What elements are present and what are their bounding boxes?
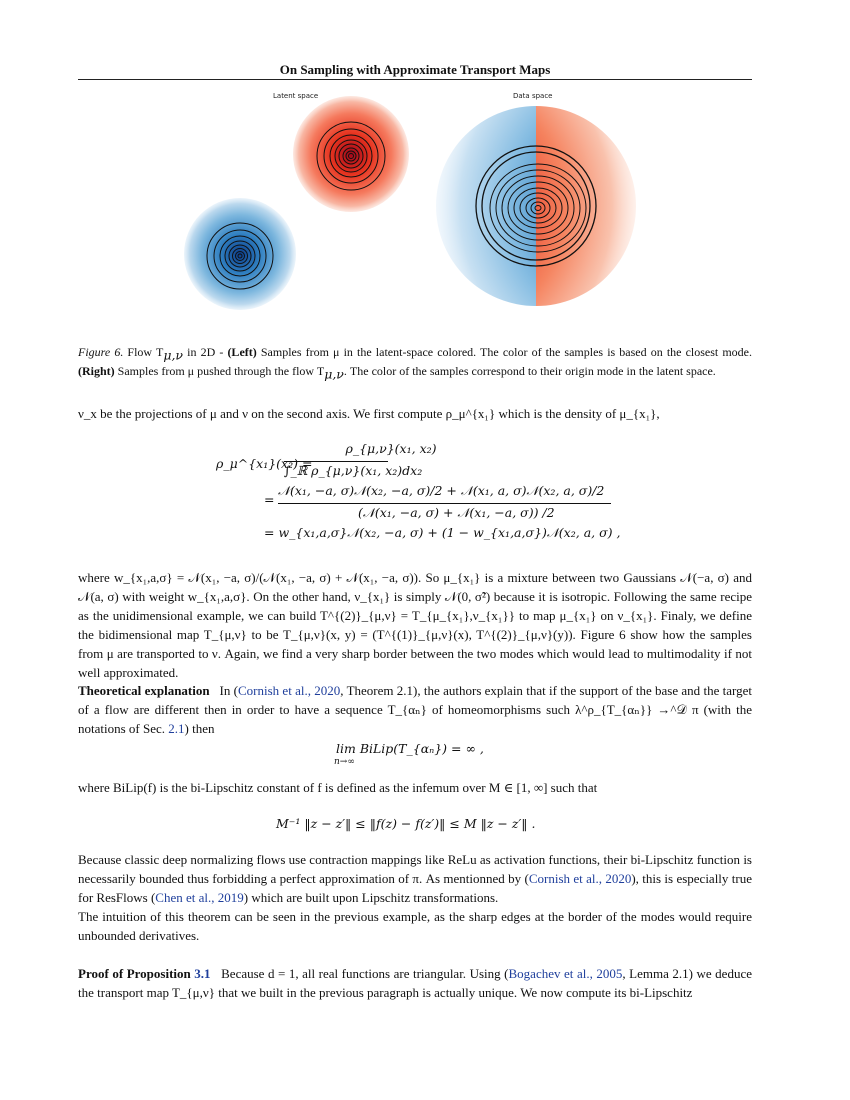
para2-text: ), this is especially true for ResFlows (: [78, 871, 752, 905]
caption-sub: μ,ν: [163, 347, 184, 363]
figure-caption: [78, 344, 752, 383]
para2-text: Because classic deep normalizing flows use contraction mappings like ReLu as activation functions, their bi-Lipschitz function is necessarily bounded thus forbidding a perfect approximation of π. As mentionned by (: [78, 852, 752, 886]
paragraph-proof: [78, 964, 752, 1002]
paragraph-mixture: where w_{x₁,a,σ} = 𝒩(x₁, −a, σ)/(𝒩(x₁, −a, σ) + 𝒩(x₁, −a, σ)). So μ_{x₁} is a mixture between two Gaussians 𝒩(−a, σ) and 𝒩(a, σ) with weight w_{x₁,a,σ}. On the other hand, ν_{x₁} is simply 𝒩(0, σ̃²) because it is isotropic. Following the same recipe as the unidimensional example, we can build T^{(2)}_{μ,ν} = T_{μ_{x₁},ν_{x₁}} to map μ_{x₁} on ν_{x₁}. Finaly, we define the bidimensional map T_{μ,ν} to be T_{μ,ν}(x, y) = (T^{(1)}_{μ,ν}(x), T^{(2)}_{μ,ν}(y)). Figure 6 show how the samples from μ are transported to ν. Again, we find a very sharp border between the two modes which would lead to multimodality if not well approximated.: [78, 570, 752, 680]
eq-limit-sub: n→∞: [334, 757, 355, 767]
theory-heading: Theoretical explanation: [78, 683, 210, 698]
latent-blue-mode: [184, 198, 296, 310]
theory-text: In (: [219, 683, 238, 698]
caption-text: Samples from μ pushed through the flow T: [114, 364, 325, 379]
header-rule: [78, 79, 752, 80]
proposition-link[interactable]: 3.1: [194, 966, 211, 981]
caption-text: in 2D -: [183, 345, 228, 359]
data-space-mixture: [436, 106, 636, 306]
theory-text: , Theorem 2.1), the authors explain that if the support of the base and the target of a flow are different then in order to have a sequence T_{αₙ} of homeomorphisms such λ^ρ_{T_{αₙ}} →^𝒟 π (with the notations of Sec.: [78, 683, 753, 736]
para2-text: ) which are built upon Lipschitz transformations.: [243, 890, 499, 905]
citation-link[interactable]: Chen et al., 2019: [155, 890, 244, 905]
theory-text: ) then: [184, 721, 215, 736]
eq-fraction-bar-1: [284, 461, 388, 462]
paragraph-theoretical-explanation: [78, 681, 752, 738]
proof-heading-text: Proof of Proposition: [78, 966, 195, 981]
caption-left-bold: (Left): [227, 345, 257, 359]
caption-text: . The color of the samples correspond to their origin mode in the latent space.: [343, 364, 716, 379]
proof-text: Because d = 1, all real functions are triangular. Using (: [221, 966, 509, 981]
eq-num1: ρ_{μ,ν}(x₁, x₂): [345, 441, 437, 456]
figure-6: [170, 88, 670, 320]
caption-right-bold: (Right): [78, 364, 115, 379]
eq-limit: lim BiLip(T_{αₙ}) = ∞ ,: [336, 741, 484, 756]
section-link[interactable]: 2.1: [168, 721, 185, 736]
citation-link[interactable]: Cornish et al., 2020: [528, 871, 632, 886]
caption-sub: μ,ν: [324, 366, 344, 382]
proof-heading: [78, 966, 211, 981]
latent-space-label: Latent space: [273, 92, 319, 100]
eq-den2: (𝒩(x₁, −a, σ) + 𝒩(x₁, −a, σ)) /2: [358, 505, 555, 520]
paragraph-bilip-def: where BiLip(f) is the bi-Lipschitz constant of f is defined as the infemum over M ∈ [1, ∞] such that: [78, 780, 598, 795]
eq-fraction-bar-2: [278, 503, 611, 504]
eq-equals: =: [264, 492, 275, 507]
running-header: On Sampling with Approximate Transport Maps: [279, 62, 551, 77]
paragraph-contraction: [78, 850, 752, 907]
eq-lhs: ρ_μ^{x₁}(x₂) =: [216, 456, 313, 471]
caption-text: Flow T: [123, 345, 164, 359]
caption-text: Samples from μ in the latent-space colored. The color of the samples is based on the closest mode.: [256, 345, 753, 359]
eq-den1: ∫_ℝ ρ_{μ,ν}(x₁, x₂)dx₂: [284, 463, 423, 478]
intro-line: ν_x be the projections of μ and ν on the second axis. We first compute ρ_μ^{x₁} which is the density of μ_{x₁},: [78, 406, 660, 421]
citation-link[interactable]: Cornish et al., 2020: [237, 683, 341, 698]
eq-bilip-inequality: M⁻¹ ‖z − z′‖ ≤ ‖f(z) − f(z′)‖ ≤ M ‖z − z′‖ .: [276, 816, 536, 831]
figure-6-graphic: [170, 88, 670, 320]
citation-link[interactable]: Bogachev et al., 2005: [508, 966, 623, 981]
eq-line3: = w_{x₁,a,σ}𝒩(x₂, −a, σ) + (1 − w_{x₁,a,σ})𝒩(x₂, a, σ) ,: [264, 525, 621, 540]
proof-text: , Lemma 2.1) we deduce the transport map T_{μ,ν} that we built in the previous paragraph is actually unique. We now compute its bi-Lipschitz: [78, 966, 752, 1000]
latent-red-mode: [293, 96, 409, 212]
paragraph-intuition: The intuition of this theorem can be seen in the previous example, as the sharp edges at the border of the modes would require unbounded derivatives.: [78, 909, 752, 943]
data-space-label: Data space: [513, 92, 553, 100]
eq-num2: 𝒩(x₁, −a, σ)𝒩(x₂, −a, σ)/2 + 𝒩(x₁, a, σ)𝒩(x₂, a, σ)/2: [278, 483, 605, 498]
figure-label: Figure 6.: [78, 345, 124, 359]
